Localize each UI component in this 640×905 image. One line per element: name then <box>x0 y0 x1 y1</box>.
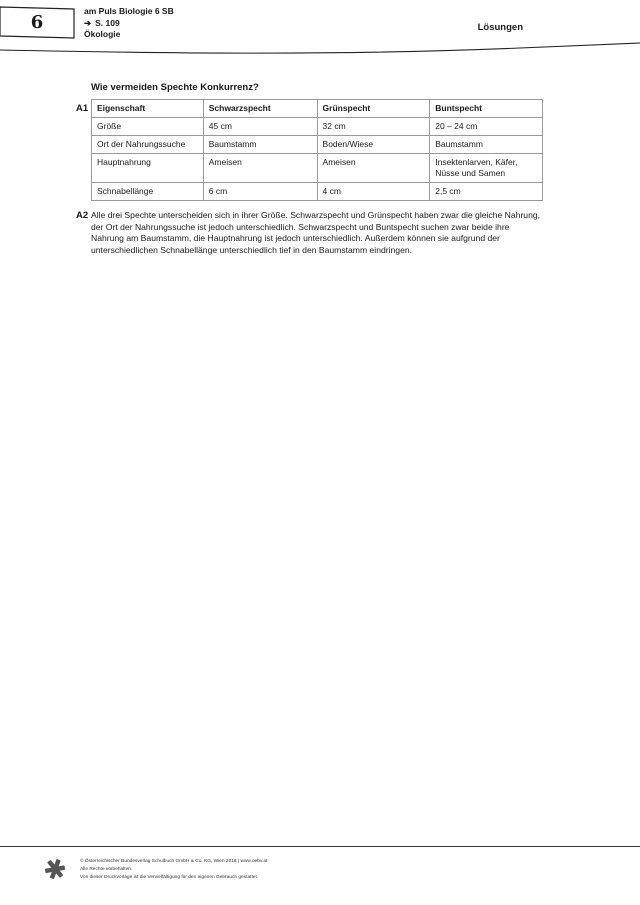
page-heading: Wie vermeiden Spechte Konkurrenz? <box>91 82 259 93</box>
footer-line-3: Von dieser Druckvorlage ist die Vervielfältigung für den eigenen Gebrauch gestattet. <box>80 875 259 880</box>
table-cell: Baumstamm <box>430 136 543 154</box>
table-cell: Baumstamm <box>203 136 317 154</box>
chapter-number: 6 <box>30 12 44 33</box>
table-cell: Ameisen <box>317 154 430 183</box>
column-header: Schwarzspecht <box>203 100 317 118</box>
table-cell: Insektenlarven, Käfer, Nüsse und Samen <box>430 154 543 183</box>
section-label: Lösungen <box>477 22 523 33</box>
task-a2-answer: Alle drei Spechte unterscheiden sich in ihrer Größe. Schwarzspecht und Grünspecht haben zwar die gleiche Nahrung, der Ort der Nahrungssuche ist jedoch unterschiedlich. Schwarzspecht und Buntspecht suchen zwar beide ihre Nahrung am Baumstamm, die Hauptnahrung ist jedoch unterschiedlich. Außerdem können sie aufgrund der unterschiedlichen Schnabellänge unterschiedlich tief in den Baumstamm eindringen. <box>91 210 541 256</box>
footer-line-2: Alle Rechte vorbehalten. <box>80 867 133 872</box>
table-cell: 32 cm <box>317 118 430 136</box>
table-cell: Ort der Nahrungssuche <box>92 136 204 154</box>
table-row <box>92 154 543 183</box>
woodpecker-table <box>91 99 543 201</box>
footer-copyright <box>80 858 267 882</box>
table-cell: 4 cm <box>317 183 430 201</box>
table-cell: Boden/Wiese <box>317 136 430 154</box>
column-header: Grünspecht <box>317 100 430 118</box>
task-label-a1: A1 <box>76 103 89 114</box>
table-row <box>92 118 543 136</box>
column-header: Eigenschaft <box>92 100 204 118</box>
table-cell: 45 cm <box>203 118 317 136</box>
table-cell: 2,5 cm <box>430 183 543 201</box>
page-reference <box>84 18 174 30</box>
book-title: am Puls Biologie 6 SB <box>84 6 174 16</box>
publisher-logo-icon <box>44 858 66 880</box>
table-cell: Ameisen <box>203 154 317 183</box>
table-row <box>92 183 543 201</box>
column-header: Buntspecht <box>430 100 543 118</box>
table-cell: Hauptnahrung <box>92 154 204 183</box>
footer-divider <box>0 846 640 847</box>
table-cell: Größe <box>92 118 204 136</box>
arrow-right-icon: ➔ <box>84 17 92 28</box>
page-ref-text: S. 109 <box>95 17 120 28</box>
task-label-a2: A2 <box>76 210 89 221</box>
topic-title: Ökologie <box>84 29 121 39</box>
footer-line-1: © Österreichischer Bundesverlag Schulbuch GmbH & Co. KG, Wien 2018 | www.oebv.at <box>80 859 268 864</box>
table-cell: 6 cm <box>203 183 317 201</box>
table-cell: 20 – 24 cm <box>430 118 543 136</box>
table-cell: Schnabellänge <box>92 183 204 201</box>
book-info <box>84 6 174 41</box>
table-header-row <box>92 100 543 118</box>
table-row <box>92 136 543 154</box>
